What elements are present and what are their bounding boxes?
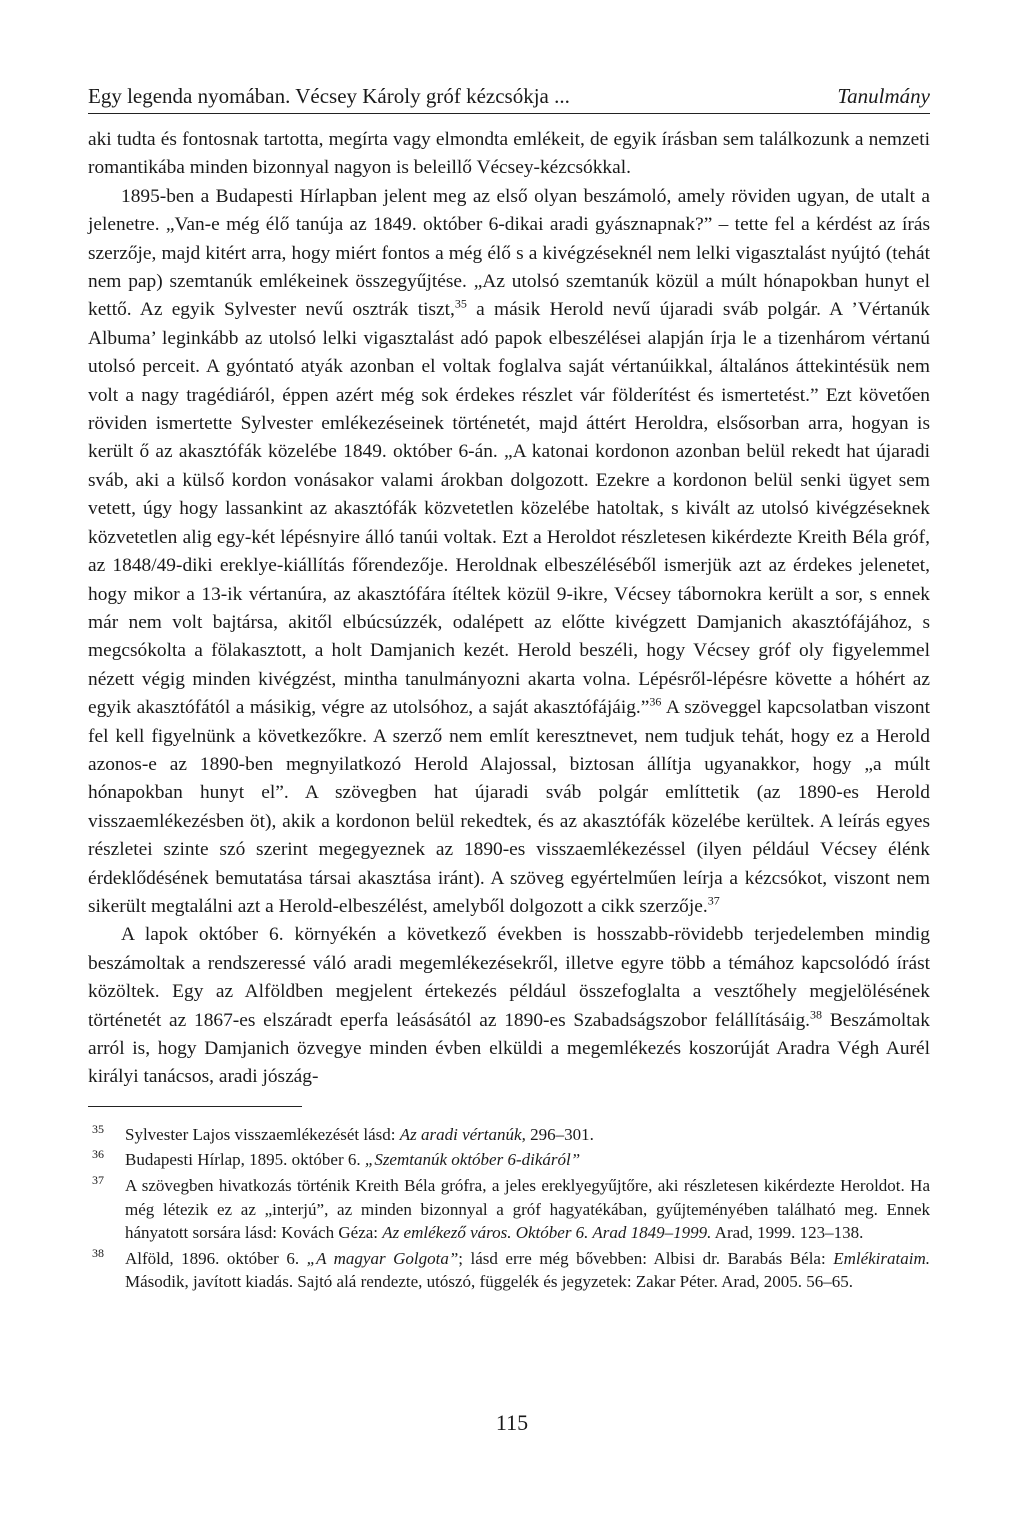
footnote-title: Az aradi vértanúk, bbox=[399, 1124, 526, 1144]
paragraph-text: a másik Herold nevű újaradi sváb polgár. A ’Vértanúk Albuma’ leginkább az utolsó lelki vigasztalást adó papok elbeszélései alapján írja le a tizenhárom vértanú utolsó perceit. A gyóntató atyák azonban el voltak foglalva saját vértanúikkal, általános áttekintésük nem volt a nagy tragédiáról, éppen azért még sok érdekes részlet vár földerítést és ismertetést.” Ezt követően röviden ismertette Sylvester emlékezéseinek történetét, majd áttért Heroldra, elsősorban arra, hogyan is került ő az akasztófák közelébe 1849. október 6-án. „A katonai kordonon azonban belül rekedt hat újaradi sváb, aki a külső kordon vonásakor valami árokban dolgozott. Ezekre a kordonon belül senki ügyet sem vetett, úgy hogy lassankint az akasztófák közvetetlen közelébe hatoltak, s kivált az utolsó kivégzéseknek közvetetlen alig egy-két lépésnyire álló tanúi voltak. Ezt a Heroldot részletesen kikérdezte Kreith Béla gróf, az 1848/49-diki ereklye-kiállítás főrendezője. Heroldnak elbeszéléséből ismerjük azt az érdekes jelenetet, hogy mikor a 13-ik vértanúra, az akasztófára ítéltek közül 9-ikre, Vécsey tábornokra került a sor, s ennek már nem volt bajtársa, akitől elbúcsúzzék, odalépett az előtte kivégzett Damjanich akasztófájához, s megcsókolta a fölakasztott, a holt Damjanich kezét. Herold beszéli, hogy Vécsey gróf oly figyelemmel nézett végig minden kivégzést, mintha tanulmányozni akarta volna. Lépésről-lépésre követte a hóhért az egyik akasztófától a másikig, végre az utolsóhoz, a saját akasztófájáig.” bbox=[88, 299, 930, 719]
paragraph-text: aki tudta és fontosnak tartotta, megírta vagy elmondta emlékeit, de egyik írásban sem találkozunk a nemzeti romantikába minden bizonnyal nagyon is beleillő Vécsey-kézcsókkal. bbox=[88, 129, 930, 179]
footnote-divider bbox=[88, 1106, 302, 1107]
footnote-text-part: Sylvester Lajos visszaemlékezését lásd: bbox=[125, 1124, 400, 1144]
footnote bbox=[88, 1247, 930, 1294]
footnote-title: „A magyar Golgota” bbox=[306, 1248, 459, 1268]
footnote-text-part: ; lásd erre még bővebben: Albisi dr. Barabás Béla: bbox=[458, 1248, 834, 1268]
paragraph-text: 1895-ben a Budapesti Hírlapban jelent meg az első olyan beszámoló, amely röviden ugyan, de utalt a jelenetre. „Van-e még élő tanúja az 1849. október 6-dikai aradi gyásznapnak?” – tette fel a kérdést az írás szerzője, majd kitért arra, hogy miért fontos a még élő s a kivégzéseknél nem lelki vigasztalást nyújtó (tehát nem pap) szemtanúk emlékeinek összegyűjtése. „Az utolsó szemtanúk közül a múlt hónapokban hunyt el kettő. Az egyik Sylvester nevű osztrák tiszt, bbox=[88, 185, 930, 321]
footnote-text-part: Alföld, 1896. október 6. bbox=[125, 1248, 307, 1268]
paragraph-text: A szöveggel kapcsolatban viszont fel kell figyelnünk a következőkre. A szerző nem említ keresztnevet, nem tudjuk tehát, hogy ez a Herold azonos-e az 1890-ben megnyilatkozó Herold Alajossal, biztosan állítja ugyanakkor, hogy „a múlt hónapokban hunyt el”. A szövegben hat újaradi sváb polgár említtetik (az 1890-es Herold visszaemlékezésben öt), akik a kordonon belül rekedtek, és az akasztófák közelébe kerültek. A leírás egyes részletei szinte szó szerint megegyeznek az 1890-es visszaemlékezéssel (ilyen például Vécsey élénk érdeklődésének bemutatása társai akasztása iránt). A szöveg egyértelműen leírja a kézcsókot, viszont nem sikerült megtalálni azt a Herold-elbeszélést, amelyből dolgozott a cikk szerzője. bbox=[88, 697, 930, 917]
paragraph-text: Beszámoltak arról is, hogy Damjanich özvegye minden évben elküldi a megemlékezés koszorúját Aradra Végh Aurél királyi tanácsos, aradi jószág- bbox=[88, 1009, 930, 1088]
footnotes bbox=[88, 1123, 930, 1294]
running-header bbox=[88, 84, 930, 114]
footnote bbox=[88, 1123, 930, 1147]
footnote-text-part: A szövegben hivatkozás történik Kreith Béla grófra, a jeles ereklyegyűjtőre, aki részletesen kikérdezte Heroldot. Ha még létezik ez az „interjú”, az minden bizonnyal a gróf hagyatékában, gyűjteményében található meg. Ennek hányatott sorsára lásd: Kovách Géza: bbox=[125, 1176, 930, 1243]
paragraph bbox=[88, 921, 930, 1091]
footnote-title: „Szemtanúk október 6-dikáról” bbox=[364, 1150, 581, 1170]
footnote bbox=[88, 1174, 930, 1245]
footnote-number: 38 bbox=[92, 1245, 104, 1260]
section-label: Tanulmány bbox=[837, 84, 930, 108]
paragraph bbox=[88, 126, 930, 183]
running-title: Egy legenda nyomában. Vécsey Károly gróf kézcsókja ... bbox=[88, 84, 570, 108]
footnote bbox=[88, 1148, 930, 1172]
page-number: 115 bbox=[495, 1410, 529, 1435]
body-text bbox=[88, 126, 930, 1092]
paragraph-text: A lapok október 6. környékén a következő években is hosszabb-rövidebb terjedelemben mindig beszámoltak a rendszeressé váló aradi megemlékezésekről, illetve egyre több a témához kapcsolódó írást közöltek. Egy az Alföldben megjelent értekezés például összefoglalta a vesztőhely megjelölésének történetét az 1867-es elszáradt eperfa leásásától az 1890-es Szabadságszobor felállításáig. bbox=[88, 924, 930, 1031]
footnote-ref[interactable]: 36 bbox=[649, 694, 662, 709]
footnote-text-part: 296–301. bbox=[525, 1124, 594, 1144]
footnote-text bbox=[125, 1247, 930, 1294]
footnote-text bbox=[125, 1174, 930, 1245]
footnote-title: Emlékirataim. bbox=[833, 1248, 930, 1268]
footnote-ref[interactable]: 37 bbox=[707, 893, 720, 908]
footnote-text-part: Arad, 1999. 123–138. bbox=[711, 1223, 864, 1243]
footnote-number: 35 bbox=[92, 1121, 104, 1136]
footnote-ref[interactable]: 35 bbox=[454, 296, 467, 311]
footnote-title: Az emlékező város. Október 6. Arad 1849–1999. bbox=[382, 1223, 712, 1243]
footnote-text bbox=[125, 1148, 930, 1172]
paragraph bbox=[88, 183, 930, 922]
footnote-number: 36 bbox=[92, 1147, 104, 1162]
page bbox=[88, 84, 930, 1296]
footnote-ref[interactable]: 38 bbox=[810, 1007, 823, 1022]
footnote-number: 37 bbox=[92, 1173, 104, 1187]
footnote-text bbox=[125, 1123, 930, 1147]
footnote-text-part: Második, javított kiadás. Sajtó alá rendezte, utószó, függelék és jegyzetek: Zakar Péter. Arad, 2005. 56–65. bbox=[125, 1272, 853, 1292]
footnote-text-part: Budapesti Hírlap, 1895. október 6. bbox=[125, 1150, 365, 1170]
